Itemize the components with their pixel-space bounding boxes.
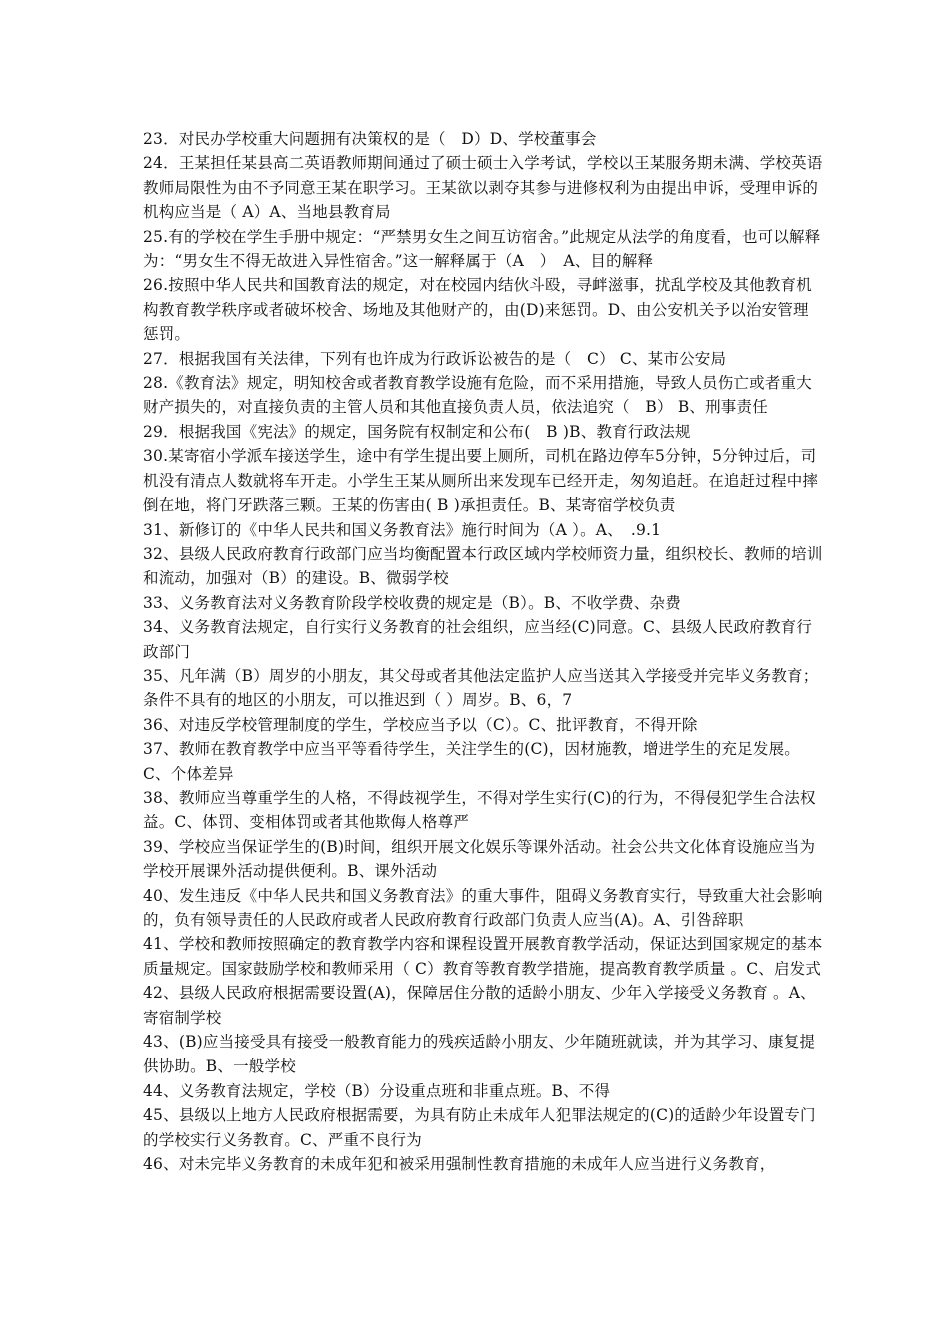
question-item: 41、学校和教师按照确定的教育教学内容和课程设置开展教育教学活动，保证达到国家规定的基本质量规定。国家鼓励学校和教师采用（ C）教育等教育教学措施，提高教育教学质量 。C、启发式 [143, 935, 823, 978]
question-item: 35、凡年满（B）周岁的小朋友，其父母或者其他法定监护人应当送其入学接受并完毕义务教育；条件不具有的地区的小朋友，可以推迟到（ ）周岁。B、6，7 [143, 666, 819, 710]
question-item: 37、教师在教育教学中应当平等看待学生，关注学生的(C)，因材施教，增进学生的充足发展。C、个体差异 [143, 740, 800, 783]
question-item: 31、新修订的《中华人民共和国义务教育法》施行时间为（A ）。A、 .9.1 [143, 520, 662, 539]
question-item: 44、义务教育法规定，学校（B）分设重点班和非重点班。B、不得 [143, 1081, 611, 1100]
question-item: 42、县级人民政府根据需要设置(A)，保障居住分散的适龄小朋友、少年入学接受义务教育 。A、寄宿制学校 [143, 984, 816, 1027]
question-item: 43、(B)应当接受具有接受一般教育能力的残疾适龄小朋友、少年随班就读，并为其学习、康复提供协助。B、一般学校 [143, 1033, 816, 1076]
question-item: 30.某寄宿小学派车接送学生，途中有学生提出要上厕所，司机在路边停车5分钟，5分钟过后，司机没有清点人数就将车开走。小学生王某从厕所出来发现车已经开走，匆匆追赶。在追赶过程中摔倒在地，将门牙跌落三颗。王某的伤害由( B )承担责任。B、某寄宿学校负责 [143, 447, 819, 515]
question-item: 34、义务教育法规定，自行实行义务教育的社会组织，应当经(C)同意。C、县级人民政府教育行政部门 [143, 618, 813, 661]
question-item: 45、县级以上地方人民政府根据需要，为具有防止未成年人犯罪法规定的(C)的适龄少年设置专门的学校实行义务教育。C、严重不良行为 [143, 1106, 816, 1149]
question-item: 36、对违反学校管理制度的学生，学校应当予以（C）。C、批评教育，不得开除 [143, 715, 698, 734]
question-item: 40、发生违反《中华人民共和国义务教育法》的重大事件，阻碍义务教育实行，导致重大社会影响的，负有领导责任的人民政府或者人民政府教育行政部门负责人应当(A)。A、引咎辞职 [143, 886, 823, 929]
document-body [143, 127, 823, 1176]
question-item: 29．根据我国《宪法》的规定，国务院有权制定和公布( B )B、教育行政法规 [143, 422, 691, 441]
question-item: 27．根据我国有关法律，下列有也许成为行政诉讼被告的是（ C） C、某市公安局 [143, 349, 727, 368]
question-item: 39、学校应当保证学生的(B)时间，组织开展文化娱乐等课外活动。社会公共文化体育设施应当为学校开展课外活动提供便利。B、课外活动 [143, 837, 816, 881]
question-item: 24．王某担任某县高二英语教师期间通过了硕士硕士入学考试，学校以王某服务期未满、学校英语教师局限性为由不予同意王某在职学习。王某欲以剥夺其参与进修权利为由提出申诉，受理申诉的机构应当是（ A）A、当地县教育局 [143, 154, 823, 222]
question-item: 33、义务教育法对义务教育阶段学校收费的规定是（B）。B、不收学费、杂费 [143, 593, 681, 612]
question-item: 38、教师应当尊重学生的人格，不得歧视学生，不得对学生实行(C)的行为，不得侵犯学生合法权益。C、体罚、变相体罚或者其他欺侮人格尊严 [143, 788, 816, 832]
question-item: 46、对未完毕义务教育的未成年犯和被采用强制性教育措施的未成年人应当进行义务教育， [143, 1155, 776, 1174]
question-item: 23．对民办学校重大问题拥有决策权的是（ D）D、学校董事会 [143, 130, 597, 148]
question-item: 28.《教育法》规定，明知校舍或者教育教学设施有危险，而不采用措施，导致人员伤亡或者重大财产损失的，对直接负责的主管人员和其他直接负责人员，依法追究（ B） B、刑事责任 [143, 374, 812, 417]
question-item: 26.按照中华人民共和国教育法的规定，对在校园内结伙斗殴，寻衅滋事，扰乱学校及其他教育机构教育教学秩序或者破坏校舍、场地及其他财产的，由(D)来惩罚。D、由公安机关予以治安管理惩罚。 [143, 276, 812, 344]
question-item: 32、县级人民政府教育行政部门应当均衡配置本行政区域内学校师资力量，组织校长、教师的培训和流动，加强对（B）的建设。B、微弱学校 [143, 544, 823, 588]
question-item: 25.有的学校在学生手册中规定：“严禁男女生之间互访宿舍。”此规定从法学的角度看，也可以解释为：“男女生不得无故进入异性宿舍。”这一解释属于（A ） A、目的解释 [143, 227, 821, 271]
